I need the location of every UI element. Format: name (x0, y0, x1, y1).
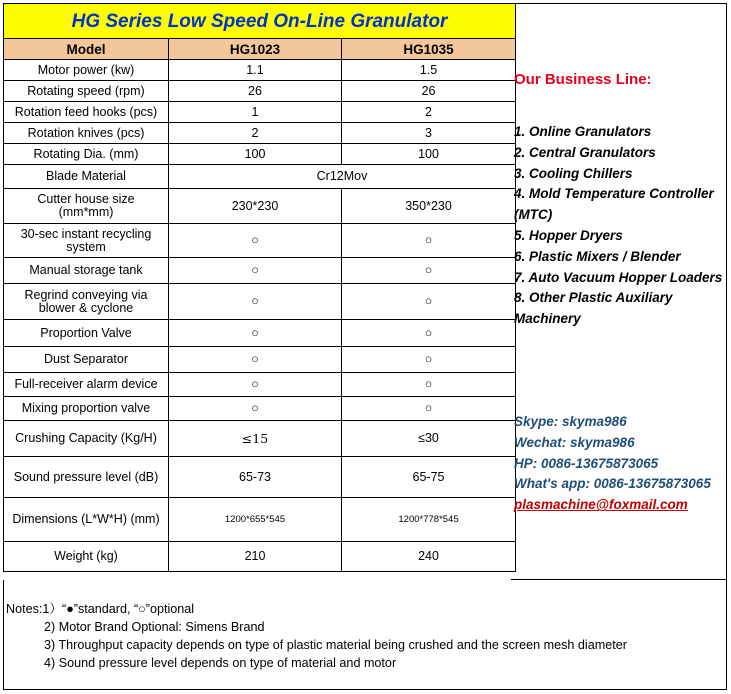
business-panel (511, 3, 727, 580)
row-label: Rotation feed hooks (pcs) (4, 102, 169, 123)
optional-mark: ○ (169, 224, 342, 258)
optional-mark: ○ (342, 224, 516, 258)
row-label: Motor power (kw) (4, 60, 169, 81)
table-row (4, 421, 516, 457)
cell-value: ≤15 (169, 421, 342, 457)
optional-mark: ○ (169, 258, 342, 284)
cell-value: 100 (169, 144, 342, 165)
cell-value: 26 (169, 81, 342, 102)
notes-lines (6, 600, 627, 672)
table-row (4, 60, 516, 81)
wechat-contact: Wechat: skyma986 (514, 434, 635, 450)
column-header: Model (4, 39, 169, 60)
business-title: Our Business Line: (514, 71, 652, 88)
table-row (4, 373, 516, 397)
note-line: 4) Sound pressure level depends on type of material and motor (44, 656, 397, 670)
row-label-line: system (66, 239, 106, 254)
row-label-line: (mm*mm) (58, 205, 114, 219)
table-header (4, 39, 516, 60)
table-row (4, 347, 516, 373)
row-label: Dimensions (L*W*H) (mm) (4, 498, 169, 542)
optional-mark: ○ (169, 347, 342, 373)
phone-contact: HP: 0086-13675873065 (514, 455, 659, 471)
business-item: 3. Cooling Chillers (514, 165, 633, 181)
row-label: Rotating speed (rpm) (4, 81, 169, 102)
table-row (4, 320, 516, 347)
cell-value: 65-75 (342, 457, 516, 498)
business-item: 2. Central Granulators (514, 144, 656, 160)
cell-value: 2 (169, 123, 342, 144)
row-label: Weight (kg) (4, 542, 169, 572)
email-link[interactable]: plasmachine@foxmail.com (514, 497, 688, 513)
cell-value: 1 (169, 102, 342, 123)
row-label: Rotation knives (pcs) (4, 123, 169, 144)
table-row (4, 102, 516, 123)
optional-mark: ○ (342, 347, 516, 373)
business-list (514, 122, 726, 330)
row-label (4, 284, 169, 320)
whatsapp-contact: What's app: 0086-13675873065 (514, 476, 711, 492)
table-row (4, 165, 516, 189)
row-label: Blade Material (4, 165, 169, 189)
table-row (4, 397, 516, 421)
row-label: Manual storage tank (4, 258, 169, 284)
row-label-line: Regrind conveying via (24, 287, 148, 302)
row-label: Full-receiver alarm device (4, 373, 169, 397)
table-row (4, 258, 516, 284)
row-label: Sound pressure level (dB) (4, 457, 169, 498)
spec-table (3, 3, 516, 572)
table-row (4, 498, 516, 542)
business-item: 7. Auto Vacuum Hopper Loaders (514, 269, 723, 285)
cell-value: 26 (342, 81, 516, 102)
cell-value: 240 (342, 542, 516, 572)
table-row (4, 457, 516, 498)
row-label: Proportion Valve (4, 320, 169, 347)
note-line: 2) Motor Brand Optional: Simens Brand (44, 620, 265, 634)
optional-mark: ○ (342, 373, 516, 397)
business-item: 6. Plastic Mixers / Blender (514, 248, 681, 264)
business-item: 1. Online Granulators (514, 124, 652, 139)
business-item: 8. Other Plastic Auxiliary Machinery (514, 290, 673, 327)
cell-value: 1200*655*545 (169, 498, 342, 542)
cell-value: 2 (342, 102, 516, 123)
cell-value: 1200*778*545 (342, 498, 516, 542)
optional-mark: ○ (169, 284, 342, 320)
business-item: 4. Mold Temperature Controller (MTC) (514, 186, 714, 223)
table-row (4, 189, 516, 224)
table-row (4, 81, 516, 102)
column-header: HG1035 (342, 39, 516, 60)
optional-mark: ○ (169, 373, 342, 397)
contact-info (514, 412, 728, 516)
row-label: Dust Separator (4, 347, 169, 373)
row-label (4, 224, 169, 258)
notes-section (3, 580, 727, 690)
optional-mark: ○ (342, 284, 516, 320)
optional-mark: ○ (169, 397, 342, 421)
row-label-line: Cutter house size (37, 192, 135, 206)
optional-mark: ○ (169, 320, 342, 347)
cell-value: ≤30 (342, 421, 516, 457)
note-line: 3) Throughput capacity depends on type of plastic material being crushed and the screen mesh diameter (44, 638, 627, 652)
business-item: 5. Hopper Dryers (514, 227, 623, 243)
cell-value: 230*230 (169, 189, 342, 224)
table-row (4, 224, 516, 258)
row-label: Mixing proportion valve (4, 397, 169, 421)
row-label-line: 30-sec instant recycling (20, 226, 152, 241)
table-row (4, 144, 516, 165)
row-label: Rotating Dia. (mm) (4, 144, 169, 165)
table-row (4, 123, 516, 144)
page-title: HG Series Low Speed On-Line Granulator (4, 4, 516, 39)
note-line: Notes:1）“●”standard, “○”optional (6, 602, 195, 616)
row-label-line: blower & cyclone (38, 300, 134, 315)
optional-mark: ○ (342, 258, 516, 284)
row-label: Crushing Capacity (Kg/H) (4, 421, 169, 457)
cell-value: 3 (342, 123, 516, 144)
table-row (4, 542, 516, 572)
column-header: HG1023 (169, 39, 342, 60)
cell-value: 1.1 (169, 60, 342, 81)
cell-value: Cr12Mov (169, 165, 516, 189)
table-row (4, 284, 516, 320)
optional-mark: ○ (342, 397, 516, 421)
cell-value: 65-73 (169, 457, 342, 498)
cell-value: 1.5 (342, 60, 516, 81)
cell-value: 210 (169, 542, 342, 572)
cell-value: 100 (342, 144, 516, 165)
row-label (4, 189, 169, 224)
optional-mark: ○ (342, 320, 516, 347)
skype-contact: Skype: skyma986 (514, 414, 627, 429)
cell-value: 350*230 (342, 189, 516, 224)
